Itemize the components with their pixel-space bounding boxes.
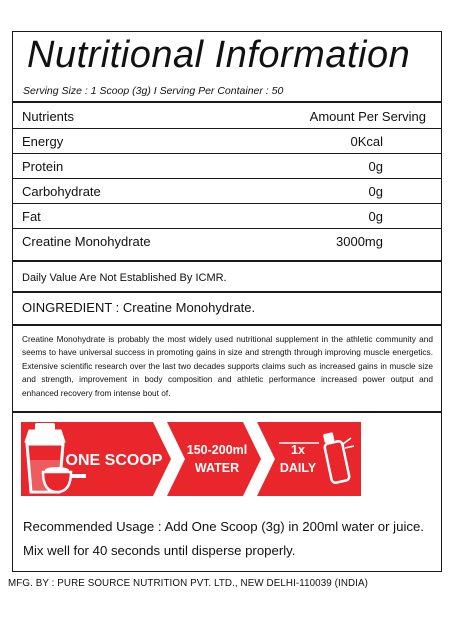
divider bbox=[13, 260, 441, 262]
step-two-label: WATER bbox=[194, 461, 240, 475]
usage-steps-graphic bbox=[21, 420, 361, 498]
divider bbox=[13, 128, 441, 129]
nutrient-value: 0g bbox=[368, 209, 383, 224]
step-three-count: 1x bbox=[291, 443, 305, 457]
recommended-usage: Recommended Usage : Add One Scoop (3g) in 200ml water or juice. Mix well for 40 seconds until disperse properly. bbox=[23, 519, 424, 558]
step-two-chevron bbox=[167, 422, 261, 496]
step-two-amount: 150-200ml bbox=[186, 443, 248, 457]
ingredient-line: OINGREDIENT : Creatine Monohydrate. bbox=[22, 300, 256, 315]
table-header-amount: Amount Per Serving bbox=[309, 109, 426, 124]
divider bbox=[13, 291, 441, 293]
divider bbox=[13, 324, 441, 326]
nutrient-value: 0g bbox=[368, 184, 383, 199]
nutrient-value: 3000mg bbox=[336, 234, 383, 249]
manufacturer-info: MFG. BY : PURE SOURCE NUTRITION PVT. LTD., NEW DELHI-110039 (INDIA) bbox=[8, 578, 368, 589]
label-title: Nutritional Information bbox=[27, 34, 411, 76]
nutrient-value: 0Kcal bbox=[350, 134, 383, 149]
divider bbox=[13, 178, 441, 179]
product-description: Creatine Monohydrate is probably the most widely used nutritional supplement in the athletic community and seems to have universal success in promoting gains in size and strength through improving muscle energetics. Extensive scientific research over the last two decades supports claims such as increased gains in muscle size and strength, improvement in body composition and athletic performance increased power output and enhanced recovery from intense bout of. bbox=[22, 334, 433, 398]
nutrient-name: Fat bbox=[22, 209, 41, 224]
divider bbox=[13, 153, 441, 154]
nutrient-name: Carbohydrate bbox=[22, 184, 101, 199]
step-one-label: ONE SCOOP bbox=[65, 452, 163, 469]
step-three-label: DAILY bbox=[279, 461, 317, 475]
table-header-nutrients: Nutrients bbox=[22, 109, 75, 124]
divider bbox=[13, 203, 441, 204]
serving-info: Serving Size : 1 Scoop (3g) I Serving Per Container : 50 bbox=[23, 85, 284, 97]
nutrient-name: Energy bbox=[22, 134, 64, 149]
nutrient-name: Protein bbox=[22, 159, 64, 174]
nutrition-label bbox=[12, 31, 442, 572]
divider bbox=[13, 101, 441, 103]
nutrient-name: Creatine Monohydrate bbox=[22, 234, 151, 249]
nutrient-value: 0g bbox=[368, 159, 383, 174]
daily-value-note: Daily Value Are Not Established By ICMR. bbox=[22, 272, 227, 284]
divider bbox=[13, 228, 441, 229]
divider bbox=[13, 411, 441, 413]
